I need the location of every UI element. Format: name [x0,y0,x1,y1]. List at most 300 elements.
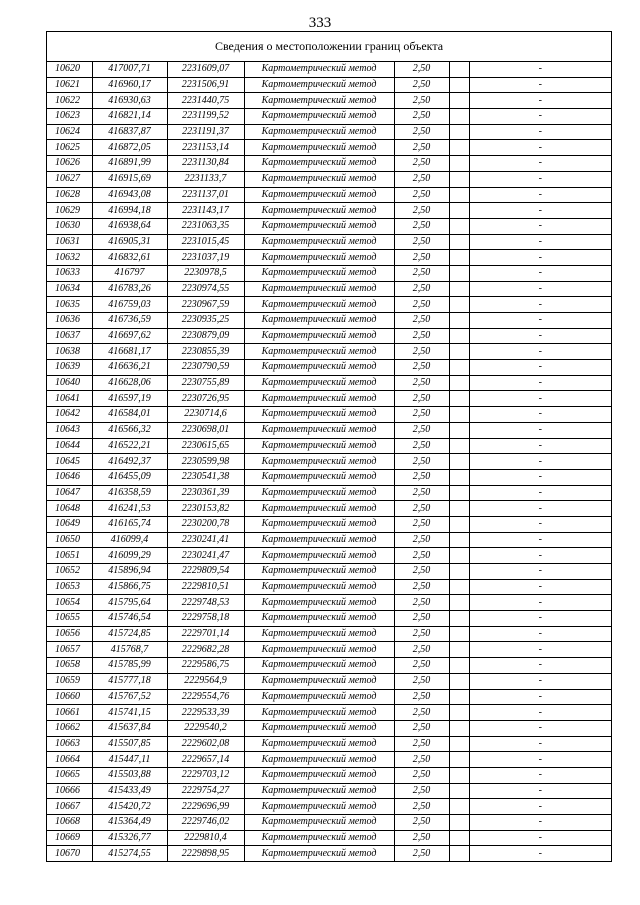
y-coordinate-cell: 2230241,41 [167,532,244,548]
empty-cell [449,234,469,250]
empty-cell [449,830,469,846]
note-cell: - [469,720,611,736]
table-row [47,93,611,109]
x-coordinate-cell: 416099,4 [92,532,167,548]
accuracy-cell: 2,50 [394,62,449,77]
accuracy-cell: 2,50 [394,234,449,250]
method-cell: Картометрический метод [244,93,394,109]
method-cell: Картометрический метод [244,62,394,77]
accuracy-cell: 2,50 [394,156,449,172]
accuracy-cell: 2,50 [394,171,449,187]
x-coordinate-cell: 415326,77 [92,830,167,846]
y-coordinate-cell: 2230541,38 [167,469,244,485]
note-cell: - [469,124,611,140]
point-number-cell: 10660 [47,689,92,705]
method-cell: Картометрический метод [244,736,394,752]
empty-cell [449,705,469,721]
method-cell: Картометрический метод [244,171,394,187]
x-coordinate-cell: 415777,18 [92,673,167,689]
y-coordinate-cell: 2229754,27 [167,783,244,799]
note-cell: - [469,752,611,768]
table-title: Сведения о местоположении границ объекта [47,32,611,62]
empty-cell [449,265,469,281]
accuracy-cell: 2,50 [394,799,449,815]
empty-cell [449,516,469,532]
method-cell: Картометрический метод [244,752,394,768]
note-cell: - [469,783,611,799]
point-number-cell: 10624 [47,124,92,140]
y-coordinate-cell: 2229810,4 [167,830,244,846]
method-cell: Картометрический метод [244,673,394,689]
method-cell: Картометрический метод [244,532,394,548]
point-number-cell: 10628 [47,187,92,203]
table-row [47,595,611,611]
accuracy-cell: 2,50 [394,375,449,391]
accuracy-cell: 2,50 [394,752,449,768]
empty-cell [449,752,469,768]
point-number-cell: 10634 [47,281,92,297]
table-row [47,62,611,77]
empty-cell [449,375,469,391]
note-cell: - [469,516,611,532]
accuracy-cell: 2,50 [394,93,449,109]
note-cell: - [469,171,611,187]
y-coordinate-cell: 2229554,76 [167,689,244,705]
table-row [47,579,611,595]
y-coordinate-cell: 2230599,98 [167,454,244,470]
table-row [47,77,611,93]
x-coordinate-cell: 416697,62 [92,328,167,344]
method-cell: Картометрический метод [244,344,394,360]
method-cell: Картометрический метод [244,109,394,125]
note-cell: - [469,454,611,470]
point-number-cell: 10626 [47,156,92,172]
point-number-cell: 10653 [47,579,92,595]
method-cell: Картометрический метод [244,720,394,736]
note-cell: - [469,611,611,627]
empty-cell [449,422,469,438]
x-coordinate-cell: 416759,03 [92,297,167,313]
accuracy-cell: 2,50 [394,297,449,313]
empty-cell [449,407,469,423]
accuracy-cell: 2,50 [394,767,449,783]
note-cell: - [469,689,611,705]
note-cell: - [469,485,611,501]
table-row [47,391,611,407]
empty-cell [449,187,469,203]
accuracy-cell: 2,50 [394,140,449,156]
accuracy-cell: 2,50 [394,564,449,580]
y-coordinate-cell: 2229809,54 [167,564,244,580]
x-coordinate-cell: 416960,17 [92,77,167,93]
note-cell: - [469,658,611,674]
x-coordinate-cell: 416891,99 [92,156,167,172]
x-coordinate-cell: 415746,54 [92,611,167,627]
table-row [47,375,611,391]
x-coordinate-cell: 416736,59 [92,313,167,329]
note-cell: - [469,297,611,313]
table-row [47,736,611,752]
method-cell: Картометрический метод [244,626,394,642]
accuracy-cell: 2,50 [394,187,449,203]
method-cell: Картометрический метод [244,469,394,485]
empty-cell [449,62,469,77]
empty-cell [449,767,469,783]
table-row [47,328,611,344]
note-cell: - [469,595,611,611]
y-coordinate-cell: 2231037,19 [167,250,244,266]
point-number-cell: 10643 [47,422,92,438]
method-cell: Картометрический метод [244,77,394,93]
y-coordinate-cell: 2231153,14 [167,140,244,156]
y-coordinate-cell: 2230726,95 [167,391,244,407]
note-cell: - [469,705,611,721]
y-coordinate-cell: 2231137,01 [167,187,244,203]
table-row [47,516,611,532]
y-coordinate-cell: 2231609,07 [167,62,244,77]
empty-cell [449,548,469,564]
point-number-cell: 10663 [47,736,92,752]
empty-cell [449,93,469,109]
accuracy-cell: 2,50 [394,344,449,360]
accuracy-cell: 2,50 [394,438,449,454]
accuracy-cell: 2,50 [394,595,449,611]
empty-cell [449,109,469,125]
method-cell: Картометрический метод [244,705,394,721]
point-number-cell: 10652 [47,564,92,580]
point-number-cell: 10648 [47,501,92,517]
empty-cell [449,328,469,344]
x-coordinate-cell: 416628,06 [92,375,167,391]
note-cell: - [469,250,611,266]
method-cell: Картометрический метод [244,328,394,344]
note-cell: - [469,140,611,156]
accuracy-cell: 2,50 [394,407,449,423]
table-row [47,830,611,846]
x-coordinate-cell: 415785,99 [92,658,167,674]
method-cell: Картометрический метод [244,454,394,470]
table-row [47,752,611,768]
method-cell: Картометрический метод [244,140,394,156]
y-coordinate-cell: 2229533,39 [167,705,244,721]
accuracy-cell: 2,50 [394,689,449,705]
empty-cell [449,344,469,360]
x-coordinate-cell: 416492,37 [92,454,167,470]
table-row [47,234,611,250]
table-row [47,171,611,187]
empty-cell [449,360,469,376]
y-coordinate-cell: 2230615,65 [167,438,244,454]
method-cell: Картометрический метод [244,815,394,831]
coordinates-table [47,62,611,861]
table-row [47,454,611,470]
y-coordinate-cell: 2229657,14 [167,752,244,768]
method-cell: Картометрический метод [244,422,394,438]
accuracy-cell: 2,50 [394,846,449,861]
table-row [47,720,611,736]
accuracy-cell: 2,50 [394,281,449,297]
table-row [47,658,611,674]
accuracy-cell: 2,50 [394,218,449,234]
empty-cell [449,140,469,156]
empty-cell [449,297,469,313]
x-coordinate-cell: 416099,29 [92,548,167,564]
table-row [47,767,611,783]
note-cell: - [469,156,611,172]
method-cell: Картометрический метод [244,438,394,454]
method-cell: Картометрический метод [244,203,394,219]
accuracy-cell: 2,50 [394,736,449,752]
empty-cell [449,783,469,799]
y-coordinate-cell: 2229748,53 [167,595,244,611]
method-cell: Картометрический метод [244,187,394,203]
y-coordinate-cell: 2230967,59 [167,297,244,313]
table-row [47,109,611,125]
accuracy-cell: 2,50 [394,469,449,485]
point-number-cell: 10639 [47,360,92,376]
table-row [47,140,611,156]
point-number-cell: 10654 [47,595,92,611]
note-cell: - [469,93,611,109]
note-cell: - [469,642,611,658]
x-coordinate-cell: 416455,09 [92,469,167,485]
x-coordinate-cell: 416905,31 [92,234,167,250]
table-row [47,815,611,831]
point-number-cell: 10629 [47,203,92,219]
empty-cell [449,391,469,407]
accuracy-cell: 2,50 [394,313,449,329]
table-row [47,218,611,234]
empty-cell [449,218,469,234]
method-cell: Картометрический метод [244,767,394,783]
note-cell: - [469,109,611,125]
note-cell: - [469,77,611,93]
y-coordinate-cell: 2231133,7 [167,171,244,187]
y-coordinate-cell: 2229703,12 [167,767,244,783]
note-cell: - [469,62,611,77]
x-coordinate-cell: 416994,18 [92,203,167,219]
y-coordinate-cell: 2230935,25 [167,313,244,329]
table-row [47,187,611,203]
point-number-cell: 10664 [47,752,92,768]
page-number: 333 [308,15,332,31]
note-cell: - [469,799,611,815]
x-coordinate-cell: 416832,61 [92,250,167,266]
method-cell: Картометрический метод [244,265,394,281]
empty-cell [449,673,469,689]
note-cell: - [469,360,611,376]
point-number-cell: 10651 [47,548,92,564]
method-cell: Картометрический метод [244,830,394,846]
x-coordinate-cell: 415768,7 [92,642,167,658]
y-coordinate-cell: 2231015,45 [167,234,244,250]
table-row [47,360,611,376]
note-cell: - [469,407,611,423]
point-number-cell: 10636 [47,313,92,329]
x-coordinate-cell: 416837,87 [92,124,167,140]
point-number-cell: 10630 [47,218,92,234]
table-row [47,297,611,313]
note-cell: - [469,344,611,360]
table-row [47,485,611,501]
accuracy-cell: 2,50 [394,124,449,140]
x-coordinate-cell: 416681,17 [92,344,167,360]
method-cell: Картометрический метод [244,501,394,517]
y-coordinate-cell: 2230790,59 [167,360,244,376]
point-number-cell: 10633 [47,265,92,281]
empty-cell [449,77,469,93]
accuracy-cell: 2,50 [394,250,449,266]
empty-cell [449,564,469,580]
note-cell: - [469,501,611,517]
method-cell: Картометрический метод [244,564,394,580]
point-number-cell: 10642 [47,407,92,423]
point-number-cell: 10644 [47,438,92,454]
note-cell: - [469,203,611,219]
point-number-cell: 10656 [47,626,92,642]
table-row [47,532,611,548]
x-coordinate-cell: 415795,64 [92,595,167,611]
method-cell: Картометрический метод [244,407,394,423]
empty-cell [449,250,469,266]
method-cell: Картометрический метод [244,250,394,266]
empty-cell [449,846,469,861]
accuracy-cell: 2,50 [394,109,449,125]
table-row [47,564,611,580]
y-coordinate-cell: 2229701,14 [167,626,244,642]
table-row [47,438,611,454]
method-cell: Картометрический метод [244,297,394,313]
accuracy-cell: 2,50 [394,532,449,548]
empty-cell [449,501,469,517]
accuracy-cell: 2,50 [394,783,449,799]
y-coordinate-cell: 2230241,47 [167,548,244,564]
y-coordinate-cell: 2231130,84 [167,156,244,172]
empty-cell [449,689,469,705]
note-cell: - [538,847,542,859]
point-number-cell: 10640 [47,375,92,391]
empty-cell [449,815,469,831]
table-row [47,783,611,799]
note-cell: - [469,281,611,297]
accuracy-cell: 2,50 [394,265,449,281]
table-row [47,548,611,564]
table-row [47,407,611,423]
note-cell: - [469,579,611,595]
x-coordinate-cell: 415447,11 [92,752,167,768]
x-coordinate-cell: 416938,64 [92,218,167,234]
method-cell: Картометрический метод [244,375,394,391]
x-coordinate-cell: 416930,63 [92,93,167,109]
method-cell: Картометрический метод [244,689,394,705]
table-row [47,250,611,266]
accuracy-cell: 2,50 [394,203,449,219]
point-number-cell: 10665 [47,767,92,783]
empty-cell [449,124,469,140]
method-cell: Картометрический метод [244,234,394,250]
x-coordinate-cell: 416821,14 [92,109,167,125]
point-number-cell: 10645 [47,454,92,470]
y-coordinate-cell: 2229898,95 [167,846,244,861]
y-coordinate-cell: 2229758,18 [167,611,244,627]
method-cell: Картометрический метод [244,360,394,376]
y-coordinate-cell: 2229682,28 [167,642,244,658]
x-coordinate-cell: 416872,05 [92,140,167,156]
point-number-cell: 10650 [47,532,92,548]
y-coordinate-cell: 2230153,82 [167,501,244,517]
point-number-cell: 10646 [47,469,92,485]
empty-cell [449,626,469,642]
y-coordinate-cell: 2230974,55 [167,281,244,297]
note-cell: - [469,626,611,642]
method-cell: Картометрический метод [244,846,394,861]
y-coordinate-cell: 2229602,08 [167,736,244,752]
note-cell: - [469,313,611,329]
x-coordinate-cell: 415503,88 [92,767,167,783]
x-coordinate-cell: 416522,21 [92,438,167,454]
empty-cell [449,532,469,548]
x-coordinate-cell: 416943,08 [92,187,167,203]
note-cell: - [469,218,611,234]
table-row [47,156,611,172]
accuracy-cell: 2,50 [394,454,449,470]
table-row [47,469,611,485]
table-row [47,344,611,360]
y-coordinate-cell: 2231143,17 [167,203,244,219]
point-number-cell: 10623 [47,109,92,125]
table-row [47,626,611,642]
y-coordinate-cell: 2229540,2 [167,720,244,736]
point-number-cell: 10622 [47,93,92,109]
y-coordinate-cell: 2230200,78 [167,516,244,532]
point-number-cell: 10655 [47,611,92,627]
empty-cell [449,281,469,297]
note-cell: - [469,438,611,454]
method-cell: Картометрический метод [244,642,394,658]
table-row [47,846,611,861]
y-coordinate-cell: 2230698,01 [167,422,244,438]
x-coordinate-cell: 415724,85 [92,626,167,642]
empty-cell [449,454,469,470]
empty-cell [449,171,469,187]
method-cell: Картометрический метод [244,658,394,674]
accuracy-cell: 2,50 [394,673,449,689]
empty-cell [449,611,469,627]
point-number-cell: 10667 [47,799,92,815]
point-number-cell: 10669 [47,830,92,846]
accuracy-cell: 2,50 [394,815,449,831]
point-number-cell: 10670 [47,846,92,861]
point-number-cell: 10658 [47,658,92,674]
x-coordinate-cell: 416566,32 [92,422,167,438]
y-coordinate-cell: 2231199,52 [167,109,244,125]
note-cell: - [469,422,611,438]
y-coordinate-cell: 2229746,02 [167,815,244,831]
accuracy-cell: 2,50 [394,705,449,721]
y-coordinate-cell: 2230855,39 [167,344,244,360]
empty-cell [449,595,469,611]
y-coordinate-cell: 2230361,39 [167,485,244,501]
y-coordinate-cell: 2230978,5 [167,265,244,281]
note-cell: - [469,187,611,203]
empty-cell [449,438,469,454]
y-coordinate-cell: 2231191,37 [167,124,244,140]
y-coordinate-cell: 2230879,09 [167,328,244,344]
table-row [47,689,611,705]
note-cell: - [469,391,611,407]
note-cell: - [469,532,611,548]
y-coordinate-cell: 2231506,91 [167,77,244,93]
